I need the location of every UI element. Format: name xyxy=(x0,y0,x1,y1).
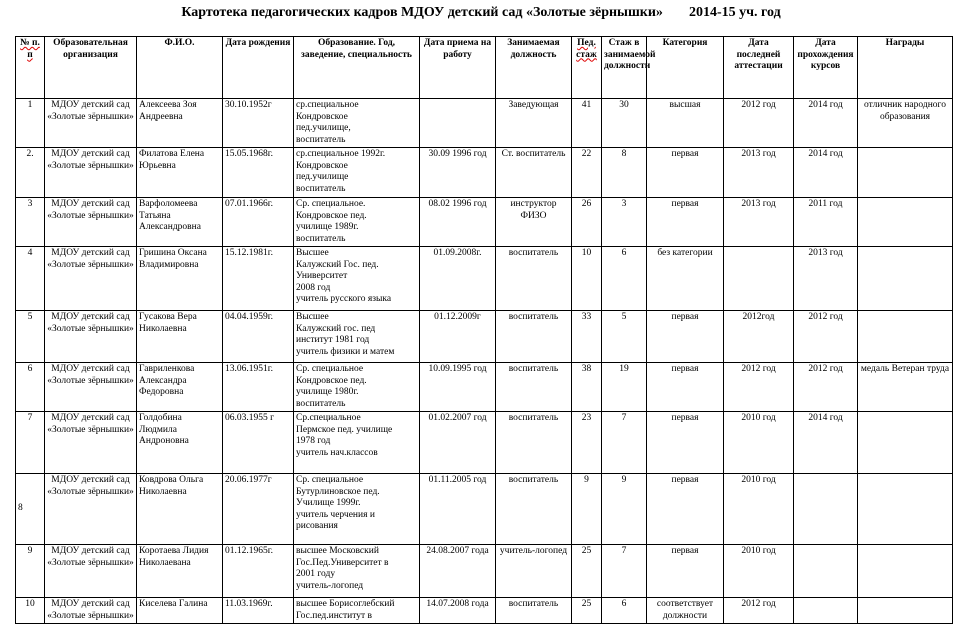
cell-attestation xyxy=(724,247,794,311)
header-num: № п. п xyxy=(16,37,45,99)
cell-attestation: 2013 год xyxy=(724,198,794,247)
table-row xyxy=(16,198,953,247)
cell-courses xyxy=(794,474,858,545)
header-attestation: Дата последней аттестации xyxy=(724,37,794,99)
cell-category: первая xyxy=(647,474,724,545)
cell-num: 6 xyxy=(16,363,45,412)
cell-dob: 06.03.1955 г xyxy=(223,412,294,474)
cell-num: 8 xyxy=(16,474,45,545)
cell-education: Ср. специальное Бутурлиновское пед. Училище 1999г. учитель черчения и рисования xyxy=(294,474,420,545)
cell-hired: 01.09.2008г. xyxy=(420,247,496,311)
cell-num: 10 xyxy=(16,598,45,624)
cell-org: МДОУ детский сад «Золотые зёрнышки» xyxy=(45,148,137,198)
cell-position: Заведующая xyxy=(496,99,572,148)
cell-position-stazh: 7 xyxy=(602,545,647,598)
cell-education: ср.специальное 1992г. Кондровское пед.училище воспитатель xyxy=(294,148,420,198)
staff-table xyxy=(15,36,953,624)
cell-courses: 2011 год xyxy=(794,198,858,247)
cell-dob: 04.04.1959г. xyxy=(223,311,294,363)
cell-category: соответствует должности xyxy=(647,598,724,624)
cell-dob: 30.10.1952г xyxy=(223,99,294,148)
cell-ped-stazh: 25 xyxy=(572,598,602,624)
cell-category: первая xyxy=(647,545,724,598)
cell-category: первая xyxy=(647,198,724,247)
cell-fio: Гришина Оксана Владимировна xyxy=(137,247,223,311)
cell-awards xyxy=(858,148,953,198)
cell-education: Ср.специальное Пермское пед. училище 1978 год учитель нач.классов xyxy=(294,412,420,474)
cell-education: ср.специальное Кондровское пед.училище, воспитатель xyxy=(294,99,420,148)
title-year: 2014-15 уч. год xyxy=(688,5,781,20)
cell-attestation: 2012 год xyxy=(724,363,794,412)
cell-org: МДОУ детский сад «Золотые зёрнышки» xyxy=(45,99,137,148)
header-fio: Ф.И.О. xyxy=(137,37,223,99)
cell-num: 9 xyxy=(16,545,45,598)
cell-org: МДОУ детский сад «Золотые зёрнышки» xyxy=(45,311,137,363)
cell-education: высшее Борисоглебский Гос.пед.институт в xyxy=(294,598,420,624)
cell-courses: 2013 год xyxy=(794,247,858,311)
cell-attestation: 2013 год xyxy=(724,148,794,198)
title-main: Картотека педагогических кадров МДОУ детский сад «Золотые зёрнышки» xyxy=(181,5,663,20)
cell-ped-stazh: 26 xyxy=(572,198,602,247)
cell-category: высшая xyxy=(647,99,724,148)
cell-hired: 08.02 1996 год xyxy=(420,198,496,247)
cell-org: МДОУ детский сад «Золотые зёрнышки» xyxy=(45,545,137,598)
cell-category: первая xyxy=(647,148,724,198)
cell-position: воспитатель xyxy=(496,311,572,363)
cell-dob: 20.06.1977г xyxy=(223,474,294,545)
cell-awards xyxy=(858,598,953,624)
cell-attestation: 2010 год xyxy=(724,412,794,474)
cell-position-stazh: 7 xyxy=(602,412,647,474)
cell-position: воспитатель xyxy=(496,598,572,624)
cell-courses: 2012 год xyxy=(794,311,858,363)
header-row xyxy=(16,37,953,99)
cell-position: воспитатель xyxy=(496,363,572,412)
table-row xyxy=(16,545,953,598)
cell-position: воспитатель xyxy=(496,412,572,474)
cell-courses: 2014 год xyxy=(794,148,858,198)
cell-fio: Голдобина Людмила Андроновна xyxy=(137,412,223,474)
cell-position: воспитатель xyxy=(496,474,572,545)
cell-courses: 2014 год xyxy=(794,99,858,148)
header-education: Образование. Год, заведение, специальность xyxy=(294,37,420,99)
table-row xyxy=(16,99,953,148)
cell-position-stazh: 30 xyxy=(602,99,647,148)
cell-position-stazh: 3 xyxy=(602,198,647,247)
table-row xyxy=(16,598,953,624)
cell-dob: 15.12.1981г. xyxy=(223,247,294,311)
table-row xyxy=(16,311,953,363)
cell-awards xyxy=(858,198,953,247)
cell-category: первая xyxy=(647,412,724,474)
cell-awards xyxy=(858,247,953,311)
cell-hired: 01.12.2009г xyxy=(420,311,496,363)
cell-org: МДОУ детский сад «Золотые зёрнышки» xyxy=(45,474,137,545)
cell-education: Высшее Калужский Гос. пед. Университет 2008 год учитель русского языка xyxy=(294,247,420,311)
cell-position-stazh: 9 xyxy=(602,474,647,545)
page-title xyxy=(0,5,962,21)
cell-position: инструктор ФИЗО xyxy=(496,198,572,247)
cell-ped-stazh: 10 xyxy=(572,247,602,311)
cell-position-stazh: 8 xyxy=(602,148,647,198)
cell-fio: Гавриленкова Александра Федоровна xyxy=(137,363,223,412)
cell-hired: 14.07.2008 года xyxy=(420,598,496,624)
cell-hired: 01.11.2005 год xyxy=(420,474,496,545)
cell-category: первая xyxy=(647,363,724,412)
header-org: Образовательная организация xyxy=(45,37,137,99)
cell-hired: 24.08.2007 года xyxy=(420,545,496,598)
table-row xyxy=(16,247,953,311)
cell-education: Высшее Калужский гос. пед институт 1981 год учитель физики и матем xyxy=(294,311,420,363)
table-row xyxy=(16,412,953,474)
cell-ped-stazh: 22 xyxy=(572,148,602,198)
cell-position: Ст. воспитатель xyxy=(496,148,572,198)
cell-courses: 2012 год xyxy=(794,363,858,412)
cell-org: МДОУ детский сад «Золотые зёрнышки» xyxy=(45,598,137,624)
cell-org: МДОУ детский сад «Золотые зёрнышки» xyxy=(45,247,137,311)
cell-attestation: 2010 год xyxy=(724,474,794,545)
header-awards: Награды xyxy=(858,37,953,99)
header-dob: Дата рождения xyxy=(223,37,294,99)
cell-position: воспитатель xyxy=(496,247,572,311)
cell-fio: Варфоломеева Татьяна Александровна xyxy=(137,198,223,247)
cell-dob: 01.12.1965г. xyxy=(223,545,294,598)
cell-position-stazh: 19 xyxy=(602,363,647,412)
cell-ped-stazh: 33 xyxy=(572,311,602,363)
cell-awards xyxy=(858,311,953,363)
cell-awards xyxy=(858,412,953,474)
cell-courses xyxy=(794,598,858,624)
header-ped-stazh: Пед. стаж xyxy=(572,37,602,99)
cell-fio: Филатова Елена Юрьевна xyxy=(137,148,223,198)
header-position-stazh: Стаж в занимаемой должности xyxy=(602,37,647,99)
cell-attestation: 2012 год xyxy=(724,598,794,624)
cell-attestation: 2010 год xyxy=(724,545,794,598)
table-body xyxy=(16,99,953,624)
cell-ped-stazh: 9 xyxy=(572,474,602,545)
cell-category: первая xyxy=(647,311,724,363)
cell-position: учитель-логопед xyxy=(496,545,572,598)
cell-position-stazh: 5 xyxy=(602,311,647,363)
cell-org: МДОУ детский сад «Золотые зёрнышки» xyxy=(45,198,137,247)
cell-ped-stazh: 41 xyxy=(572,99,602,148)
cell-ped-stazh: 38 xyxy=(572,363,602,412)
cell-fio: Алексеева Зоя Андреевна xyxy=(137,99,223,148)
cell-num: 3 xyxy=(16,198,45,247)
cell-fio: Ковдрова Ольга Николаевна xyxy=(137,474,223,545)
cell-num: 2. xyxy=(16,148,45,198)
cell-education: Ср. специальное Кондровское пед. училище 1980г. воспитатель xyxy=(294,363,420,412)
cell-courses: 2014 год xyxy=(794,412,858,474)
cell-ped-stazh: 23 xyxy=(572,412,602,474)
cell-position-stazh: 6 xyxy=(602,247,647,311)
table-row xyxy=(16,148,953,198)
cell-num: 7 xyxy=(16,412,45,474)
cell-awards xyxy=(858,474,953,545)
cell-attestation: 2012год xyxy=(724,311,794,363)
cell-org: МДОУ детский сад «Золотые зёрнышки» xyxy=(45,412,137,474)
cell-ped-stazh: 25 xyxy=(572,545,602,598)
cell-num: 4 xyxy=(16,247,45,311)
cell-education: высшее Московский Гос.Пед.Университет в 2001 году учитель-логопед xyxy=(294,545,420,598)
cell-org: МДОУ детский сад «Золотые зёрнышки» xyxy=(45,363,137,412)
header-position: Занимаемая должность xyxy=(496,37,572,99)
table-row xyxy=(16,363,953,412)
table-row xyxy=(16,474,953,545)
cell-hired: 01.02.2007 год xyxy=(420,412,496,474)
cell-courses xyxy=(794,545,858,598)
cell-fio: Киселева Галина xyxy=(137,598,223,624)
header-category: Категория xyxy=(647,37,724,99)
cell-dob: 13.06.1951г. xyxy=(223,363,294,412)
cell-category: без категории xyxy=(647,247,724,311)
cell-hired xyxy=(420,99,496,148)
cell-awards: медаль Ветеран труда xyxy=(858,363,953,412)
header-courses: Дата прохождения курсов xyxy=(794,37,858,99)
cell-attestation: 2012 год xyxy=(724,99,794,148)
cell-num: 1 xyxy=(16,99,45,148)
cell-position-stazh: 6 xyxy=(602,598,647,624)
cell-awards xyxy=(858,545,953,598)
cell-hired: 30.09 1996 год xyxy=(420,148,496,198)
cell-dob: 11.03.1969г. xyxy=(223,598,294,624)
cell-dob: 15.05.1968г. xyxy=(223,148,294,198)
cell-fio: Гусакова Вера Николаевна xyxy=(137,311,223,363)
cell-fio: Коротаева Лидия Николаевана xyxy=(137,545,223,598)
cell-num: 5 xyxy=(16,311,45,363)
header-hired: Дата приема на работу xyxy=(420,37,496,99)
cell-hired: 10.09.1995 год xyxy=(420,363,496,412)
cell-education: Ср. специальное. Кондровское пед. училище 1989г. воспитатель xyxy=(294,198,420,247)
cell-awards: отличник народного образования xyxy=(858,99,953,148)
cell-dob: 07.01.1966г. xyxy=(223,198,294,247)
